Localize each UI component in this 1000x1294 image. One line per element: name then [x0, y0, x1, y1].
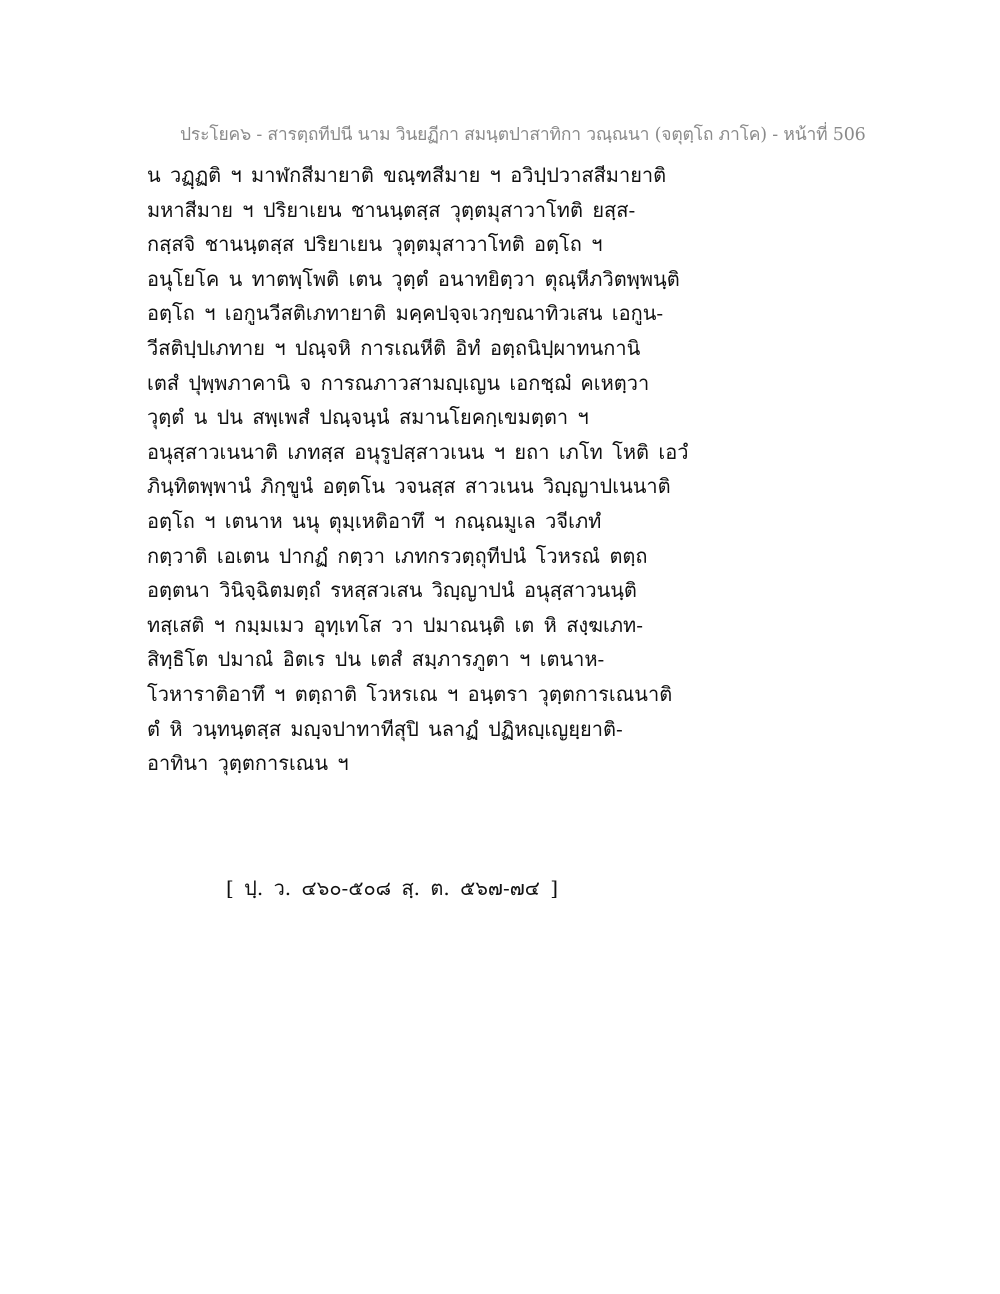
text-line: น วฏฺฏติ ฯ มาฬกสีมายาติ ขณฺฑสีมาย ฯ อวิปฺปวาสสีมายาติ [147, 163, 667, 187]
body-text [147, 158, 687, 781]
text-line: อตฺโถ ฯ เตนาห นนุ ตุมฺเหติอาทึ ฯ กณฺณมูเล วจีเภทํ [147, 508, 602, 533]
text-line: เตสํ ปุพฺพภาคานิ จ การณภาวสามญฺเญน เอกชฺฌํ คเหตฺวา [147, 370, 650, 395]
text-line: อนุสฺสาวเนนาติ เภทสฺส อนุรูปสฺสาวเนน ฯ ยถา เภโท โหติ เอวํ [147, 439, 689, 464]
text-line: กตฺวาติ เอเตน ปากฏํ กตฺวา เภทกรวตฺถุทีปนํ โวหรณํ ตตฺถ [147, 543, 648, 568]
text-line: ภินฺทิตพฺพานํ ภิกฺขูนํ อตฺตโน วจนสฺส สาวเนน วิญฺญาปเนนาติ [147, 474, 671, 499]
text-line: กสฺสจิ ชานนฺตสฺส ปริยาเยน วุตฺตมุสาวาโทติ อตฺโถ ฯ [147, 232, 603, 257]
text-line: อตฺตนา วินิจฺฉิตมตฺถํ รหสฺสวเสน วิญฺญาปนํ อนุสฺสาวนนฺติ [147, 578, 637, 603]
source-reference: [ ปฺ. ว. ๔๖๐-๕๐๘ สฺ. ต. ๕๖๗-๗๔ ] [226, 876, 559, 900]
text-line: อตฺโถ ฯ เอกูนวีสติเภทายาติ มคฺคปจฺจเวกฺขณาทิวเสน เอกูน- [147, 301, 664, 326]
text-line: วุตฺตํ น ปน สพฺเพสํ ปณฺจนฺนํ สมานโยคกฺเขมตฺตา ฯ [147, 405, 589, 430]
text-line: สิทฺธิโต ปมาณํ อิตเร ปน เตสํ สมฺภารภูตา ฯ เตนาห- [147, 647, 605, 672]
text-line: มหาสีมาย ฯ ปริยาเยน ชานนฺตสฺส วุตฺตมุสาวาโทติ ยสฺส- [147, 197, 636, 222]
text-line: อนุโยโค น ทาตพฺโพติ เตน วุตฺตํ อนาทยิตฺวา ตุณฺหีภวิตพฺพนฺติ [147, 266, 680, 291]
text-line: อาทินา วุตฺตการเณน ฯ [147, 751, 349, 776]
text-line: วีสติปฺปเภทาย ฯ ปณฺจหิ การเณหีติ อิทํ อตฺถนิปฺผาทนกานิ [147, 335, 641, 360]
text-line: ตํ หิ วนฺทนฺตสฺส มญฺจปาทาทีสุปิ นลาฏํ ปฏิหญฺเญยฺยาติ- [147, 716, 623, 741]
running-header: ประโยค๖ - สารตฺถทีปนี นาม วินยฏีกา สมนฺตปาสาทิกา วณฺณนา (จตุตฺโถ ภาโค) - หน้าที่ 506 [180, 125, 866, 145]
text-line: ทสฺเสติ ฯ กมฺมเมว อุทฺเทโส วา ปมาณนฺติ เต หิ สงฺฆเภท- [147, 612, 643, 637]
text-line: โวหาราติอาทึ ฯ ตตฺถาติ โวหรเณ ฯ อนฺตรา วุตฺตการเณนาติ [147, 681, 673, 706]
